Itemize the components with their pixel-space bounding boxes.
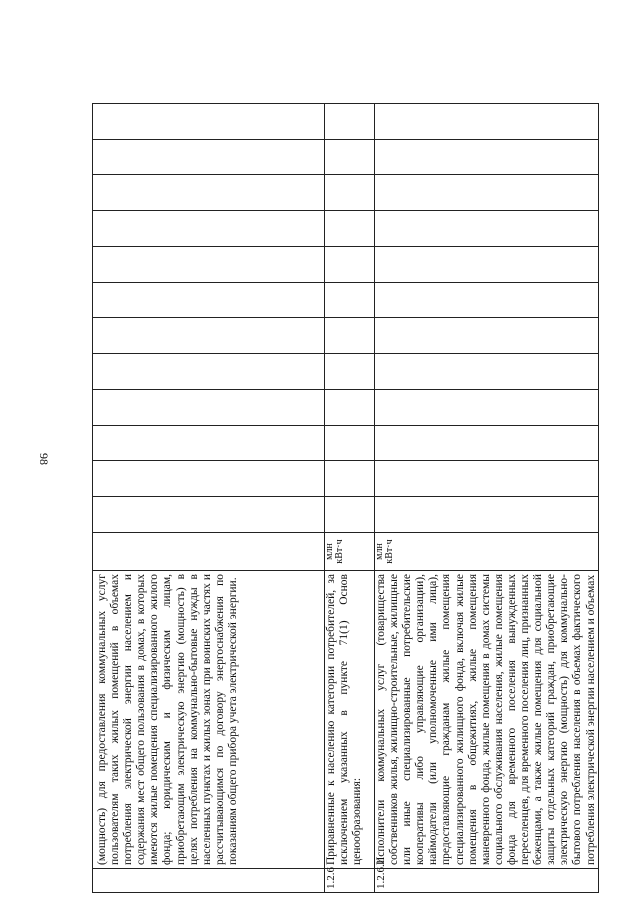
row-unit-cell: млн кВт·ч (325, 533, 375, 571)
empty-value-cell (375, 461, 599, 497)
empty-value-cell (93, 175, 325, 211)
empty-value-cell (93, 139, 325, 175)
empty-value-cell (325, 104, 375, 140)
row-description-cell (325, 571, 375, 869)
empty-value-cell (93, 247, 325, 283)
row-description-text: (мощность) для предоставления коммунальных услуг пользователям таких жилых помещений в объемах потребления электрической энергии населением и содержания мест общего пользования в домах, в которых имеются жилые помещения специализированного жилого фонда; юридическим и физическим лицам, приобретающим электрическую энергию (мощность) в целях потребления на коммунально-бытовые нужды в населенных пунктах и жилых зонах при воинских частях и рассчитывающимся по договору энергоснабжения по показаниям общего прибора учета электрической энергии. (96, 574, 239, 865)
empty-value-cell (325, 282, 375, 318)
table-row (325, 104, 375, 893)
empty-value-cell (325, 354, 375, 390)
empty-value-cell (375, 390, 599, 426)
empty-value-cell (375, 211, 599, 247)
empty-value-cell (93, 318, 325, 354)
empty-value-cell (375, 247, 599, 283)
empty-value-cell (325, 318, 375, 354)
empty-value-cell (93, 282, 325, 318)
empty-value-cell (375, 175, 599, 211)
empty-value-cell (375, 104, 599, 140)
empty-value-cell (375, 139, 599, 175)
empty-value-cell (325, 461, 375, 497)
empty-value-cell (375, 425, 599, 461)
row-description-cell (375, 571, 599, 869)
empty-value-cell (325, 139, 375, 175)
empty-value-cell (375, 354, 599, 390)
row-number-cell (93, 869, 325, 893)
empty-value-cell (93, 425, 325, 461)
empty-value-cell (325, 175, 375, 211)
row-number-cell: 1.2.6 (325, 869, 375, 893)
row-description-cell (93, 571, 325, 869)
empty-value-cell (93, 104, 325, 140)
table-row (93, 104, 325, 893)
data-table (92, 103, 599, 893)
row-unit-cell: млн кВт·ч (375, 533, 599, 571)
empty-value-cell (325, 390, 375, 426)
empty-value-cell (93, 497, 325, 533)
empty-value-cell (375, 282, 599, 318)
empty-value-cell (325, 425, 375, 461)
row-description-text: Приравненные к населению категории потребителей, за исключением указанных в пункте 71(1) Основ ценообразования: (325, 574, 364, 865)
empty-value-cell (325, 497, 375, 533)
empty-value-cell (375, 318, 599, 354)
empty-value-cell (93, 354, 325, 390)
empty-value-cell (93, 211, 325, 247)
empty-value-cell (93, 461, 325, 497)
row-number-cell: 1.2.6.1 (375, 869, 599, 893)
page-number: 98 (37, 453, 51, 465)
row-description-text: Исполнители коммунальных услуг (товарищества собственников жилья, жилищно-строительные, жилищные или иные специализированные потребительские кооперативы либо управляющие организации), наймодатели (или уполномоченные ими лица), предоставляющие гражданам жилые помещения специализированного жилищного фонда, включая жилые помещения в общежитиях, жилые помещения маневренного фонда, жилые помещения в домах системы социального обслуживания населения, жилые помещения фонда для временного поселения вынужденных переселенцев, для временного поселения лиц, признанных беженцами, а также жилые помещения для социальной защиты отдельных категорий граждан, приобретающие электрическую энергию (мощность) для коммунально-бытового потребления населения в объемах фактического потребления электрической энергии населением и объемах (375, 574, 597, 865)
rotated-table-sheet (92, 104, 597, 893)
empty-value-cell (325, 211, 375, 247)
row-unit-cell (93, 533, 325, 571)
empty-value-cell (93, 390, 325, 426)
empty-value-cell (325, 247, 375, 283)
empty-value-cell (375, 497, 599, 533)
table-row (375, 104, 599, 893)
